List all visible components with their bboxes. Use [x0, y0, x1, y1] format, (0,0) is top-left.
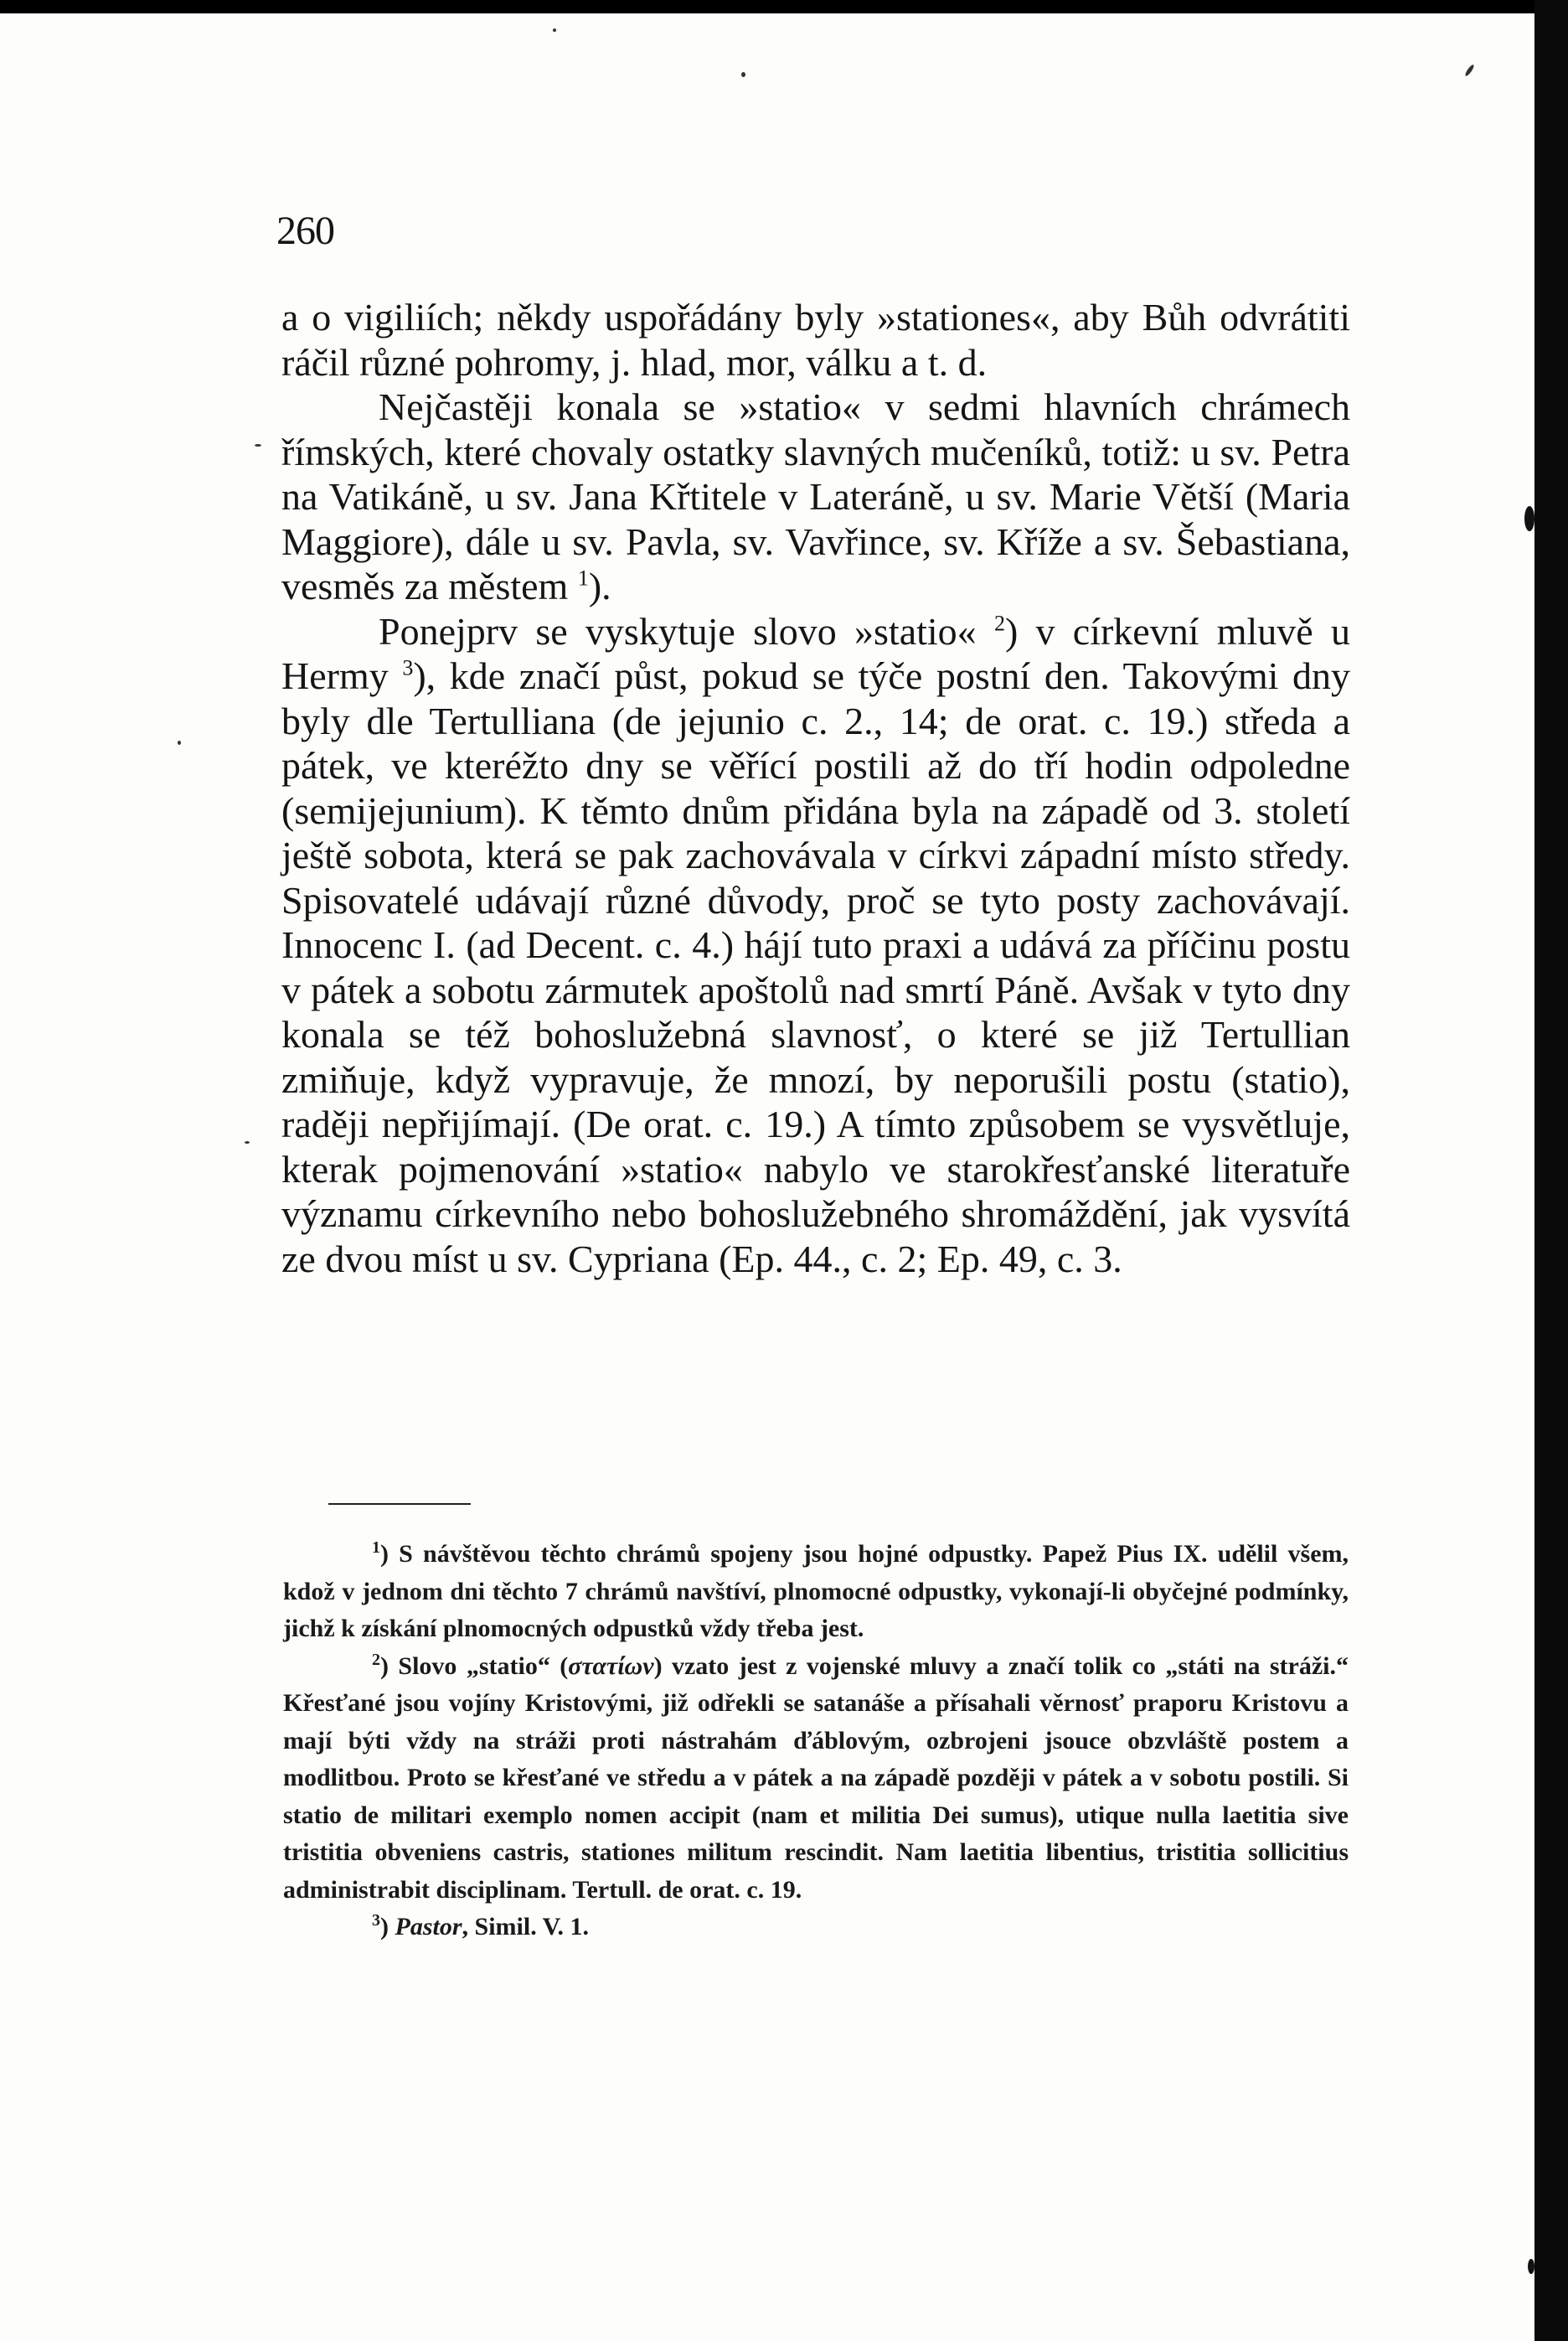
footnote-3-close: )	[380, 1913, 395, 1940]
footnote-2-mark: 2	[372, 1650, 380, 1669]
footnote-2-greek: στατίων	[568, 1651, 654, 1680]
footnote-ref-3: 3	[402, 655, 414, 680]
paragraph-1: a o vigiliích; někdy uspořádány byly »stationes«, aby Bůh odvrátiti ráčil různé pohromy, j. hlad, mor, válku a t. d.	[281, 296, 1350, 384]
paragraph-3: Ponejprv se vyskytuje slovo »statio« $^2$) v církevní mluvě u Hermy $^3$), kde značí půst, pokud se týče postní den. Takovými dny byly dle Tertulliana (de jejunio c. 2., 14; de orat. c. 19.) středa a pátek, ve kteréžto dny se věřící postili až do tří hodin odpoledne (semijejunium). K těmto dnům přidána byla na západě od 3. století ještě sobota, která se pak zachovávala v církvi západní místo středy. Spisovatelé udávají různé důvody, proč se tyto posty zachovávají. Innocenc I. (ad Decent. c. 4.) hájí tuto praxi a udává za příčinu postu v pátek a sobotu zármutek apoštolů nad smrtí Páně. Avšak v tyto dny konala se též bohoslužebná slavnosť, o které se již Tertullian zmiňuje, když vypravuje, že mnozí, by neporušili postu (statio), raději nepřijímají. (De orat. c. 19.) A tímto způsobem se vysvětluje, kterak pojmenování »statio« nabylo ve starokřesťanské literatuře významu církevního nebo bohoslužebného shromáždění, jak vysvítá ze dvou míst u sv. Cypriana (Ep. 44., c. 2; Ep. 49, c. 3.	[281, 609, 1350, 1280]
footnote-2-text-a: ) Slovo „statio“ (	[380, 1651, 569, 1680]
scan-speck	[741, 72, 745, 77]
paragraph-2-text: Nejčastěji konala se »statio« v sedmi hlavních chrámech římských, které chovaly ostatky slavných mučeníků, totiž: u sv. Petra na Vatikáně, u sv. Jana Křtitele v Lateráně, u sv. Marie Větší (Maria Maggiore), dále u sv. Pavla, sv. Vavřince, sv. Kříže a sv. Šebastiana, vesměs za městem	[281, 385, 1350, 607]
footnote-1-mark: 1	[372, 1538, 380, 1557]
scan-speck	[255, 444, 261, 447]
scan-speck	[178, 741, 181, 745]
footnote-divider	[328, 1503, 471, 1505]
footnote-1-text: ) S návštěvou těchto chrámů spojeny jsou hojné odpustky. Papež Pius IX. udělil všem, kdož v jednom dni těchto 7 chrámů navštíví, plnomocné odpustky, vykonají-li obyčejné podmínky, jichž k získání plnomocných odpustků vždy třeba jest.	[283, 1540, 1349, 1642]
scan-speck	[1524, 506, 1534, 531]
page-number: 260	[276, 209, 334, 253]
footnote-3-text: , Simil. V. 1.	[462, 1913, 589, 1940]
footnote-ref-2: 2	[993, 611, 1005, 636]
body-text	[281, 295, 1350, 1281]
footnote-3	[283, 1909, 1349, 1946]
paragraph-3-text-a: Ponejprv se vyskytuje slovo »statio«	[379, 609, 977, 653]
footnote-3-author: Pastor	[395, 1913, 462, 1940]
footnote-2-text-b: ) vzato jest z vojenské mluvy a značí tolik co „státi na stráži.“ Křesťané jsou vojíny Kristovými, již odřekli se satanáše a přísahali věrnosť praporu Kristovu a mají býti vždy na stráži proti nástrahám ďáblovým, ozbrojeni jsouce obzvláště postem a modlitbou. Proto se křesťané ve středu a v pátek a na západě později v pátek a v sobotu postili. Si statio de militari exemplo nomen accipit (nam et militia Dei sumus), utique nulla laetitia sive tristitia obveniens castris, stationes militum rescindit. Nam laetitia libentius, tristitia sollicitius administrabit disciplinam. Tertull. de orat. c. 19.	[283, 1651, 1349, 1904]
paragraph-2-closing: ).	[588, 565, 611, 607]
scan-speck	[1464, 64, 1475, 77]
footnote-2	[283, 1648, 1349, 1909]
footnote-ref-1: 1	[577, 566, 589, 591]
scan-speck	[553, 28, 556, 32]
paragraph-3-text-b: v církevní mluvě u Hermy	[281, 609, 1350, 697]
footnote-1	[283, 1536, 1349, 1648]
scan-speck	[245, 1141, 250, 1144]
footnote-3-mark: 3	[372, 1911, 380, 1930]
scan-edge	[1534, 0, 1568, 2341]
paragraph-2	[281, 385, 1350, 609]
scan-speck	[1528, 2259, 1534, 2274]
footnotes	[283, 1536, 1349, 1946]
page	[0, 13, 1534, 2341]
paragraph-3-text-c: , kde značí půst, pokud se týče postní den. Takovými dny byly dle Tertulliana (de jejunio c. 2., 14; de orat. c. 19.) středa a pátek, ve kteréžto dny se věřící postili až do tří hodin odpoledne (semijejunium). K těmto dnům přidána byla na západě od 3. století ještě sobota, která se pak zachovávala v církvi západní místo středy. Spisovatelé udávají různé důvody, proč se tyto posty zachovávají. Innocenc I. (ad Decent. c. 4.) hájí tuto praxi a udává za příčinu postu v pátek a sobotu zármutek apoštolů nad smrtí Páně. Avšak v tyto dny konala se též bohoslužebná slavnosť, o které se již Tertullian zmiňuje, když vypravuje, že mnozí, by neporušili postu (statio), raději nepřijímají. (De orat. c. 19.) A tímto způsobem se vysvětluje, kterak pojmenování »statio« nabylo ve starokřesťanské literatuře významu církevního nebo bohoslužebného shromáždění, jak vysvítá ze dvou míst u sv. Cypriana (Ep. 44., c. 2; Ep. 49, c. 3.	[281, 654, 1350, 1280]
